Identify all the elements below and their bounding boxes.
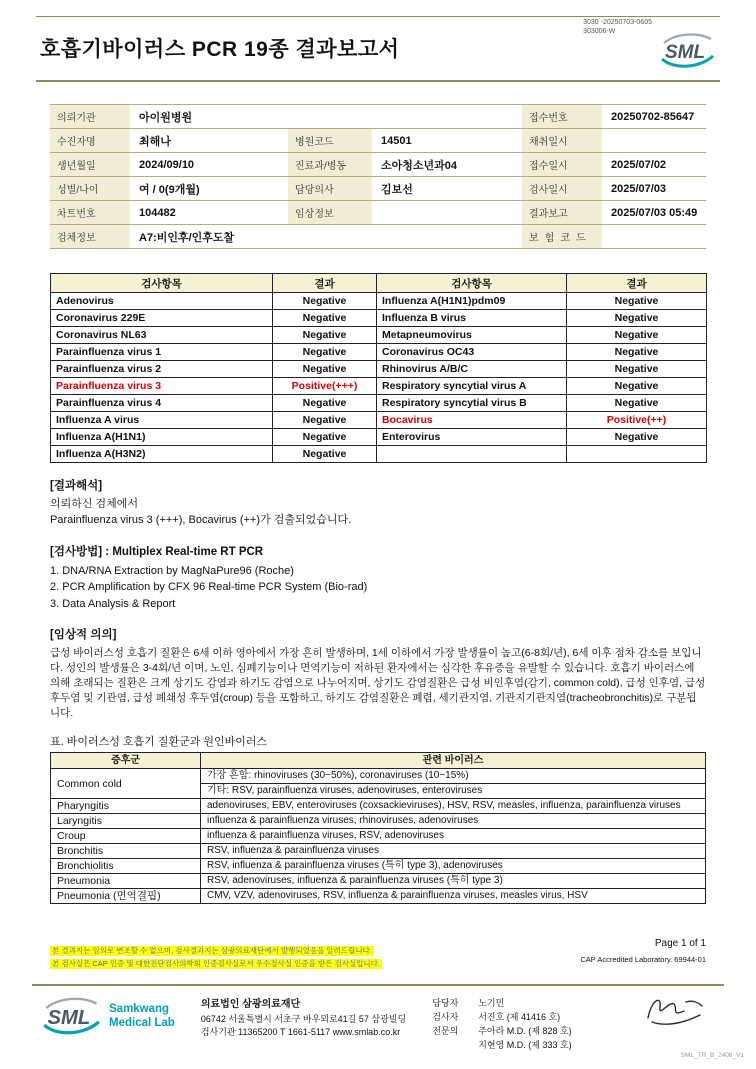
method-step: 1. DNA/RNA Extraction by MagNaPure96 (Roche): [50, 564, 294, 577]
test-result-cell: Negative: [567, 344, 707, 361]
interpretation-line1: 의뢰하신 검체에서: [50, 498, 139, 510]
result-row-positive: [51, 412, 707, 429]
header-top-rule: [36, 16, 720, 17]
syndrome-cell: Common cold: [51, 769, 201, 799]
company-info: [201, 997, 406, 1040]
test-result-cell: [567, 446, 707, 463]
interpretation-line2: Parainfluenza virus 3 (+++), Bocavirus (++)가 검출되었습니다.: [50, 513, 352, 526]
test-name-cell: Coronavirus 229E: [51, 310, 273, 327]
viruses-cell: CMV, VZV, adenoviruses, RSV, influenza & parainfluenza viruses, measles virus, HSV: [201, 889, 706, 904]
test-result-cell: Negative: [273, 395, 377, 412]
pcr-results-table: [50, 273, 707, 463]
test-name-cell: Influenza A(H1N1): [51, 429, 273, 446]
staff-role: 검사자: [432, 1011, 459, 1022]
method-step: 3. Data Analysis & Report: [50, 597, 176, 610]
test-name-cell: Metapneumovirus: [377, 327, 567, 344]
method-steps: [50, 563, 706, 613]
info-row: [50, 225, 706, 249]
test-name-cell: Adenovirus: [51, 293, 273, 310]
info-row: [50, 177, 706, 201]
info-value-institution: 아이원병원: [139, 111, 193, 124]
method-section: [50, 543, 706, 613]
test-result-cell: Negative: [567, 395, 707, 412]
result-row: [51, 344, 707, 361]
results-header-test: 검사항목: [377, 274, 567, 293]
result-row: [51, 395, 707, 412]
info-value-collection-time: [602, 129, 706, 152]
sml-logo-text: SML: [665, 42, 706, 63]
document-code-line1: 3030 -20250703-0605: [583, 19, 652, 26]
footer-notice-line1: 본 결과지는 임의로 변조할 수 없으며, 검사결과지는 삼광의료재단에서 발행되었음을 알려드립니다.: [52, 946, 372, 955]
test-result-cell: Negative: [273, 327, 377, 344]
disease-row: [51, 874, 706, 889]
info-label-received-date: 접수일시: [522, 153, 602, 176]
info-label-chart-no: 차트번호: [50, 201, 130, 224]
results-header-row: [51, 274, 707, 293]
viruses-cell: [201, 769, 706, 799]
test-name-cell: Influenza A(H1N1)pdm09: [377, 293, 567, 310]
test-result-cell-positive: Positive(++): [567, 412, 707, 429]
viruses-cell: RSV, influenza & parainfluenza viruses: [201, 844, 706, 859]
info-label-collection-time: 채취일시: [522, 129, 602, 152]
footer-notice-line2: 본 검사실은 CAP 인증 및 대한진단검사의학회 인증검사실로서 우수검사실 인증을 받은 검사실입니다.: [52, 958, 381, 968]
page-title: 호흡기바이러스 PCR 19종 결과보고서: [40, 38, 400, 61]
test-result-cell: Negative: [567, 293, 707, 310]
test-result-cell: Negative: [567, 310, 707, 327]
info-value-insurance-code: [602, 225, 706, 248]
test-result-cell: Negative: [273, 310, 377, 327]
info-label-birthdate: 생년월일: [50, 153, 130, 176]
disease-row: [51, 799, 706, 814]
info-row: [50, 201, 706, 225]
signature-icon: [638, 990, 710, 1034]
test-name-cell: Parainfluenza virus 1: [51, 344, 273, 361]
staff-info: [432, 997, 571, 1053]
info-value-test-date: 2025/07/03: [611, 182, 667, 195]
footer-notices: [50, 946, 382, 969]
test-result-cell: Negative: [567, 361, 707, 378]
disease-row: [51, 844, 706, 859]
syndrome-cell: Bronchitis: [51, 844, 201, 859]
company-name: 의료법인 삼광의료재단: [200, 999, 301, 1010]
viruses-cell: influenza & parainfluenza viruses, RSV, adenoviruses: [201, 829, 706, 844]
info-label-physician: 담당의사: [288, 177, 372, 200]
viruses-cell: RSV, adenoviruses, influenza & parainfluenza viruses (특히 type 3): [201, 874, 706, 889]
footer-bottom: [40, 994, 716, 1053]
info-value-received-date: 2025/07/02: [611, 158, 667, 171]
footer-logo: [40, 994, 175, 1039]
info-label-institution: 의뢰기관: [50, 105, 130, 128]
info-label-accession-no: 접수번호: [522, 105, 602, 128]
info-value-clinical-info: [372, 201, 522, 224]
disease-row: [51, 769, 706, 799]
result-row-positive: [51, 378, 707, 395]
syndrome-cell: Laryngitis: [51, 814, 201, 829]
info-label-test-date: 검사일시: [522, 177, 602, 200]
test-result-cell: Negative: [273, 412, 377, 429]
info-label-department: 진료과/병동: [288, 153, 372, 176]
info-value-specimen: A7:비인후/인후도찰: [139, 231, 235, 244]
sml-footer-logo-icon: [40, 994, 102, 1039]
method-step: 2. PCR Amplification by CFX 96 Real-time PCR System (Bio-rad): [50, 581, 368, 594]
info-row: [50, 153, 706, 177]
interpretation-section: [50, 477, 706, 529]
test-name-cell: [377, 446, 567, 463]
company-contact: 검사기관 11365200 T 1661-5117 www.smlab.co.kr: [200, 1027, 401, 1038]
viruses-line: 가장 흔함: rhinoviruses (30~50%), coronaviruses (10~15%): [207, 770, 469, 782]
patient-info-table: [50, 104, 706, 249]
result-row: [51, 293, 707, 310]
info-label-specimen: 검체정보: [50, 225, 130, 248]
sml-footer-logo-text: SML: [47, 1006, 91, 1029]
disease-virus-table: [50, 752, 706, 904]
result-row: [51, 327, 707, 344]
info-label-patient-name: 수진자명: [50, 129, 130, 152]
results-header-result: 결과: [273, 274, 377, 293]
info-row: [50, 129, 706, 153]
syndrome-cell: Pneumonia: [51, 874, 201, 889]
info-value-patient-name: 최해나: [139, 135, 171, 148]
disease-header-syndrome: 증후군: [51, 753, 201, 769]
disease-row: [51, 814, 706, 829]
test-result-cell: Negative: [273, 446, 377, 463]
test-name-cell: Coronavirus OC43: [377, 344, 567, 361]
company-address: 06742 서울특별시 서초구 바우뫼로41길 57 삼광빌딩: [200, 1013, 407, 1024]
test-result-cell: Negative: [273, 429, 377, 446]
test-result-cell: Negative: [273, 293, 377, 310]
staff-role: 담당자: [432, 998, 459, 1008]
test-result-cell: Negative: [567, 378, 707, 395]
test-name-cell: Enterovirus: [377, 429, 567, 446]
info-label-clinical-info: 임상정보: [288, 201, 372, 224]
footer-rule: [32, 984, 724, 986]
staff-name: 서진호 (제 41416 호): [478, 1011, 561, 1022]
staff-name: 주아라 M.D. (제 828 호): [478, 1025, 572, 1036]
test-name-cell: Rhinovirus A/B/C: [377, 361, 567, 378]
report-header: [0, 0, 756, 100]
disease-table-caption: 표. 바이러스성 호흡기 질환군과 원인바이러스: [50, 736, 268, 749]
info-label-insurance-code: 보험코드: [522, 225, 602, 248]
form-version-code: SML_TR_B_2408_V1: [680, 1052, 744, 1059]
disease-header-viruses: 관련 바이러스: [201, 753, 706, 769]
sml-logo-icon: [658, 30, 716, 72]
footer-logo-name-line1: Samkwang: [109, 1003, 170, 1016]
viruses-cell: adenoviruses, EBV, enteroviruses (coxsackieviruses), HSV, RSV, measles, influenza, parainfluenza viruses: [201, 799, 706, 814]
staff-name: 노기민: [478, 998, 505, 1008]
info-label-sex-age: 성별/나이: [50, 177, 130, 200]
results-header-test: 검사항목: [51, 274, 273, 293]
result-row: [51, 446, 707, 463]
results-header-result: 결과: [567, 274, 707, 293]
footer-logo-name-line2: Medical Lab: [109, 1016, 175, 1029]
test-name-cell: Influenza A virus: [51, 412, 273, 429]
test-name-cell-positive: Parainfluenza virus 3: [51, 378, 273, 395]
info-value-chart-no: 104482: [139, 206, 176, 219]
result-row: [51, 361, 707, 378]
test-result-cell-positive: Positive(+++): [273, 378, 377, 395]
result-row: [51, 429, 707, 446]
viruses-cell: RSV, influenza & parainfluenza viruses (특히 type 3), adenoviruses: [201, 859, 706, 874]
staff-role: 전문의: [432, 1025, 459, 1036]
syndrome-cell: Pneumonia (면역결핍): [51, 889, 201, 904]
test-result-cell: Negative: [567, 327, 707, 344]
interpretation-heading: [결과해석]: [50, 480, 103, 492]
test-name-cell: Coronavirus NL63: [51, 327, 273, 344]
test-name-cell: Parainfluenza virus 4: [51, 395, 273, 412]
test-name-cell: Influenza A(H3N2): [51, 446, 273, 463]
info-value-hospital-code: 14501: [381, 134, 412, 147]
disease-row: [51, 859, 706, 874]
document-code-line2: 303006-W: [583, 28, 616, 36]
test-name-cell: Influenza B virus: [377, 310, 567, 327]
disease-row: [51, 829, 706, 844]
clinical-text: 급성 바이러스성 호흡기 질환은 6세 이하 영아에서 가장 흔히 발생하며, 1세 이하에서 가장 발생률이 높고(6-8회/년), 6세 이후 점차 감소를 보입니다. 성인의 발생률은 3-4회/년 이며, 노인, 심폐기능이나 면역기능이 저하된 환자에서는 심각한 후유증을 유발할 수 있습니다. 호흡기 바이러스에 의해 초래되는 질환은 크게 상기도 감염과 하기도 감염으로 나누어지며, 상기도 감염질환은 급성 비인후염(감기, common cold), 급성 인후염, 급성 후두염 및 기관염, 급성 폐쇄성 후두염(croup) 등을 포함하고, 하기도 감염질환은 폐렴, 세기관지염, 기관지기관지염(tracheobronchitis)로 구분됩니다.: [50, 647, 706, 720]
info-label-hospital-code: 병원코드: [288, 129, 372, 152]
clinical-significance-section: [50, 626, 706, 721]
test-name-cell: Respiratory syncytial virus B: [377, 395, 567, 412]
footer-logo-name: [109, 1003, 175, 1029]
info-value-birthdate: 2024/09/10: [139, 158, 195, 171]
test-name-cell: Parainfluenza virus 2: [51, 361, 273, 378]
info-value-sex-age: 여 / 0(9개월): [139, 183, 200, 196]
syndrome-cell: Bronchiolitis: [51, 859, 201, 874]
disease-header-row: [51, 753, 706, 769]
disease-row: [51, 889, 706, 904]
info-value-report-time: 2025/07/03 05:49: [611, 206, 698, 219]
footer-meta: [50, 938, 706, 969]
test-name-cell-positive: Bocavirus: [377, 412, 567, 429]
syndrome-cell: Croup: [51, 829, 201, 844]
info-row: [50, 105, 706, 129]
test-result-cell: Negative: [273, 361, 377, 378]
syndrome-cell: Pharyngitis: [51, 799, 201, 814]
header-bottom-rule: [36, 80, 720, 82]
signature: [638, 990, 710, 1039]
staff-name: 지현영 M.D. (제 333 호): [478, 1039, 572, 1050]
info-value-physician: 김보선: [381, 183, 413, 196]
viruses-cell: influenza & parainfluenza viruses, rhinoviruses, adenoviruses: [201, 814, 706, 829]
staff-role: [432, 1039, 474, 1053]
test-result-cell: Negative: [273, 344, 377, 361]
cap-accreditation: CAP Accredited Laboratory. 69944-01: [580, 955, 706, 964]
page-info: [580, 938, 706, 964]
info-value-accession-no: 20250702-85647: [611, 110, 695, 123]
page-number: Page 1 of 1: [654, 938, 706, 949]
result-row: [51, 310, 707, 327]
document-codes: [583, 18, 652, 37]
clinical-heading: [임상적 의의]: [50, 629, 117, 642]
info-value-department: 소아청소년과04: [381, 159, 457, 172]
info-label-report-time: 결과보고: [522, 201, 602, 224]
viruses-line: 기타: RSV, parainfluenza viruses, adenoviruses, enteroviruses: [201, 783, 705, 798]
test-name-cell: Respiratory syncytial virus A: [377, 378, 567, 395]
method-heading: [검사방법] : Multiplex Real-time RT PCR: [50, 545, 264, 558]
test-result-cell: Negative: [567, 429, 707, 446]
